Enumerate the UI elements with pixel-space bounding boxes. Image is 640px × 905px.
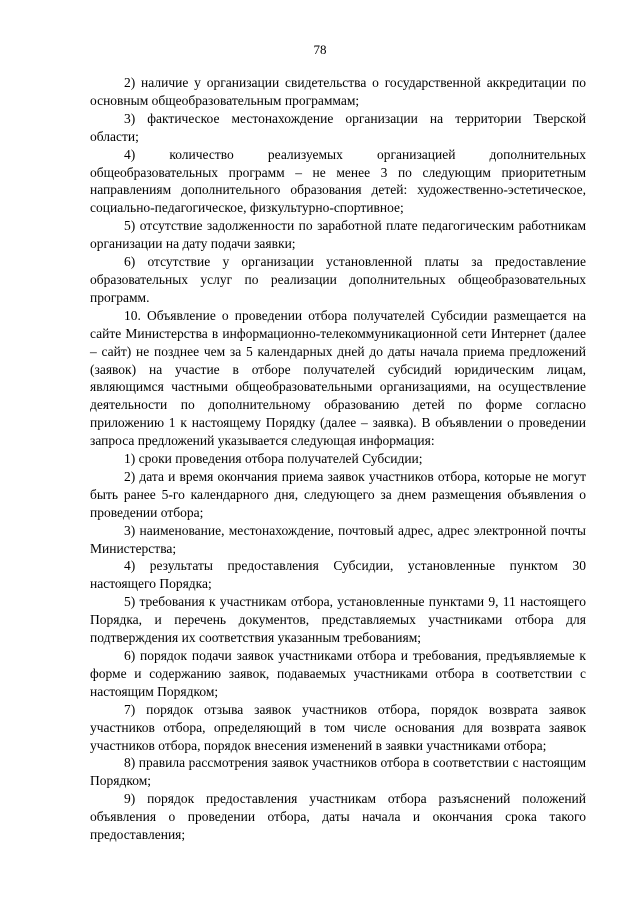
list-item-location: 3) фактическое местонахождение организации на территории Тверской области; [90,110,586,144]
clause-10-announcement: 10. Объявление о проведении отбора получателей Субсидии размещается на сайте Министерства в информационно-телекоммуникационной сети Интернет (далее – сайт) не позднее чем за 5 календарных дней до даты начала приема предложений (заявок) на участие в отборе получателей субсидий юридическим лицам, являющимся частными общеобразовательными организациями, на осуществление деятельности по дополнительному образованию детей по форме согласно приложению 1 к настоящему Порядку (далее – заявка). В объявлении о проведении запроса предложений указывается следующая информация: [90,307,586,449]
list-item-review-rules: 8) правила рассмотрения заявок участников отбора в соответствии с настоящим Порядком; [90,755,586,789]
list-item-selection-terms: 1) сроки проведения отбора получателей Субсидии; [124,451,423,467]
list-item-programs-count: 4) количество реализуемых организацией дополнительных общеобразовательных программ – не менее 3 по следующим приоритетным направлениям дополнительного образования детей: художественно-эстетическое, социально-педагогическое, физкультурно-спортивное; [90,146,586,216]
list-item-results: 4) результаты предоставления Субсидии, установленные пунктом 30 настоящего Порядка; [90,558,586,592]
list-item-no-salary-debt: 5) отсутствие задолженности по заработной плате педагогическим работникам организации на дату подачи заявки; [90,218,586,252]
page-number: 78 [313,42,327,57]
list-item-withdrawal-procedure: 7) порядок отзыва заявок участников отбора, порядок возврата заявок участников отбора, определяющий в том числе основания для возврата заявок участников отбора, порядок внесения изменений в заявки участниками отбора; [90,701,586,753]
list-item-no-fee: 6) отсутствие у организации установленной платы за предоставление образовательных услуг по реализации дополнительных общеобразовательных программ. [90,254,586,305]
document-body [90,74,586,844]
list-item-requirements: 5) требования к участникам отбора, установленные пунктами 9, 11 настоящего Порядка, и перечень документов, представляемых участниками отбора для подтверждения их соответствия указанным требованиям; [90,594,586,646]
list-item-ministry-contacts: 3) наименование, местонахождение, почтовый адрес, адрес электронной почты Министерства; [90,522,586,556]
list-item-accreditation: 2) наличие у организации свидетельства о государственной аккредитации по основным общеобразовательным программам; [90,75,586,108]
list-item-clarifications: 9) порядок предоставления участникам отбора разъяснений положений объявления о проведении отбора, даты начала и окончания срока такого предоставления; [90,791,586,843]
list-item-deadline: 2) дата и время окончания приема заявок участников отбора, которые не могут быть ранее 5-го календарного дня, следующего за днем размещения объявления о проведении отбора; [90,468,586,520]
list-item-submission-procedure: 6) порядок подачи заявок участниками отбора и требования, предъявляемые к форме и содержанию заявок, подаваемых участниками отбора в соответствии с настоящим Порядком; [90,648,586,699]
